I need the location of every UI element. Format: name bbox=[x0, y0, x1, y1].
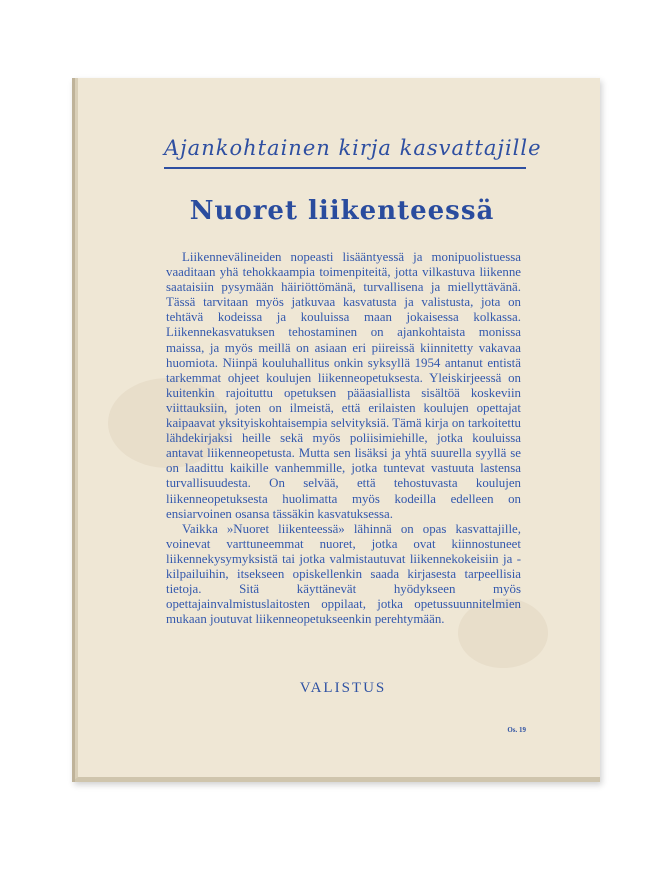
blurb-paragraph-2: Vaikka »Nuoret liikenteessä» lähinnä on opas kasvattajille, voinevat varttuneemmat nuoret, jotka ovat kiinnostuneet liikennekysymyksistä tai jotka valmistautuvat liikennekokeisiin ja -kilpailuihin, itsekseen opiskellenkin saada kirjasesta tarpeellisia tietoja. Sitä käyttänevät hyödykseen myös opettajainvalmistuslaitosten oppilaat, jotka opetussuunnitelmien mukaan joutuvat liikenneopetukseenkin perehtymään. bbox=[166, 521, 521, 627]
publisher-name: VALISTUS bbox=[299, 680, 387, 696]
book-title: Nuoret liikenteessä bbox=[189, 196, 495, 226]
blurb-text bbox=[166, 250, 521, 627]
series-title: Ajankohtainen kirja kasvattajille bbox=[164, 136, 542, 160]
catalog-code: Os. 19 bbox=[507, 726, 526, 734]
series-underline bbox=[164, 167, 526, 169]
blurb-paragraph-1: Liikennevälineiden nopeasti lisääntyessä ja monipuolistuessa vaaditaan yhä tehokkaampia toimenpiteitä, jotta vilkastuva liikenne saataisiin pysymään häiriöttömänä, turvallisena ja miellyttävänä. Tässä tarvitaan myös jatkuvaa kasvatusta ja valistusta, jota on tehtävä kodeissa ja kouluissa maan jokaisessa kolkassa. Liikennekasvatuksen tehostaminen on ajankohtaista monissa maissa, ja myös meillä on asiaan eri piireissä kiinnitetty vakavaa huomiota. Niinpä kouluhallitus onkin syksyllä 1954 antanut entistä tarkemmat ohjeet koulujen liikenneopetuksesta. Yleiskirjeessä on kuitenkin rajoituttu opetuksen pääasiallista sisältöä koskeviin viittauksiin, joten on ilmeistä, että erilaisten koulujen opettajat kaipaavat yksityiskohtaisempia selvityksiä. Tämä kirja on tarkoitettu lähdekirjaksi heille sekä myös poliisimiehille, jotka kouluissa antavat liikenneopetusta. Mutta sen lisäksi ja yhtä suurella syyllä se on laadittu kaikille vanhemmille, jotka tuntevat vastuuta lastensa turvallisuudesta. On selvää, että tehostuvasta koulujen liikenneopetuksesta huolimatta myös kodeilla edelleen on ensiarvoinen osansa tässäkin kasvatuksessa. bbox=[166, 250, 521, 521]
book-back-cover bbox=[72, 78, 600, 782]
book-spine-edge bbox=[72, 78, 75, 782]
